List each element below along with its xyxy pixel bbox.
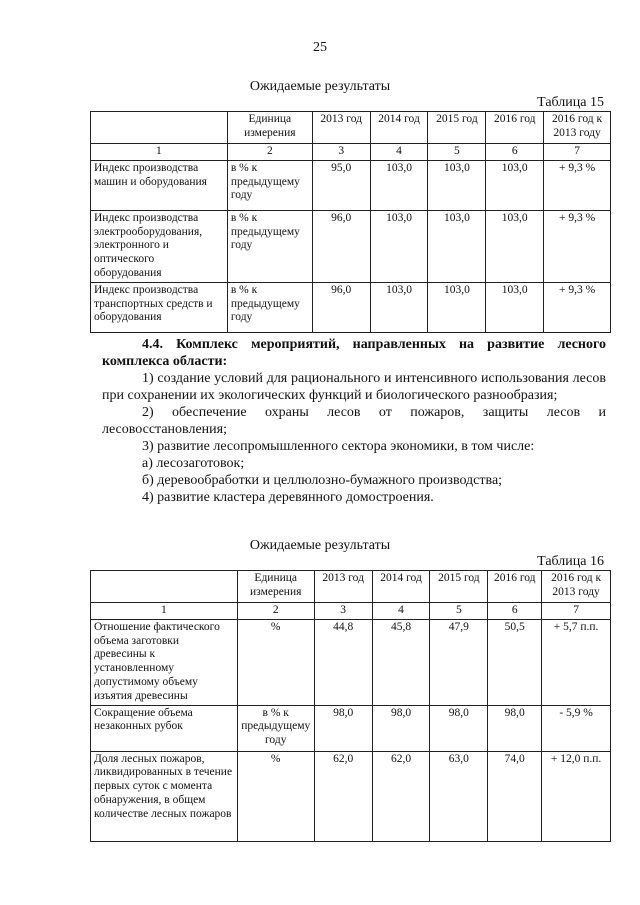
table16-col-number: 1	[91, 603, 238, 620]
section-item: б) деревообработки и целлюлозно-бумажного производства;	[142, 473, 503, 488]
table16-number-row	[91, 603, 611, 620]
table15-col-number: 1	[91, 144, 228, 161]
table15-col-number: 3	[312, 144, 370, 161]
row-2014: 103,0	[370, 160, 428, 210]
row-2014: 103,0	[370, 210, 428, 282]
table-row	[91, 160, 611, 210]
table15-header-2015: 2015 год	[428, 112, 486, 144]
row-change: - 5,9 %	[542, 705, 611, 751]
row-name: Индекс производства электрооборудования, электронного и оптического оборудования	[91, 210, 228, 282]
row-change: + 9,3 %	[544, 282, 611, 332]
row-2016: 103,0	[486, 282, 544, 332]
table-row	[91, 210, 611, 282]
section-item: 4) развитие кластера деревянного домостроения.	[142, 490, 434, 505]
table-row	[91, 619, 611, 705]
table16-col-number: 5	[430, 603, 488, 620]
table16-col-number: 4	[372, 603, 430, 620]
table15-col-number: 4	[370, 144, 428, 161]
row-2013: 44,8	[314, 619, 372, 705]
table16-header-2013: 2013 год	[314, 571, 372, 603]
table16-header-2014: 2014 год	[372, 571, 430, 603]
section-4-4	[102, 336, 606, 506]
page-number: 25	[313, 40, 327, 55]
row-name: Индекс производства транспортных средств и оборудования	[91, 282, 228, 332]
row-2013: 62,0	[314, 751, 372, 841]
table15-col-number: 6	[486, 144, 544, 161]
table16-header-change: 2016 год к 2013 году	[542, 571, 611, 603]
row-2014: 98,0	[372, 705, 430, 751]
row-2015: 47,9	[430, 619, 488, 705]
row-2014: 62,0	[372, 751, 430, 841]
row-change: + 12,0 п.п.	[542, 751, 611, 841]
table16-caption: Ожидаемые результаты	[249, 538, 391, 553]
table16-header-2016: 2016 год	[488, 571, 542, 603]
table15-header-unit: Единица измерения	[227, 112, 312, 144]
table15-header-name	[91, 112, 228, 144]
table15-col-number: 7	[544, 144, 611, 161]
row-2016: 74,0	[488, 751, 542, 841]
table-row	[91, 705, 611, 751]
row-unit: %	[237, 751, 314, 841]
row-unit: в % к предыдущему году	[227, 210, 312, 282]
row-unit: в % к предыдущему году	[227, 160, 312, 210]
row-2015: 103,0	[428, 160, 486, 210]
table16-header-unit: Единица измерения	[237, 571, 314, 603]
row-2015: 98,0	[430, 705, 488, 751]
row-name: Доля лесных пожаров, ликвидированных в течение первых суток с момента обнаружения, в общем количестве лесных пожаров	[91, 751, 238, 841]
row-2015: 103,0	[428, 282, 486, 332]
row-2016: 103,0	[486, 210, 544, 282]
row-2015: 63,0	[430, 751, 488, 841]
table15-header-2014: 2014 год	[370, 112, 428, 144]
table16-header-row	[91, 571, 611, 603]
row-unit: в % к предыдущему году	[227, 282, 312, 332]
row-change: + 9,3 %	[544, 160, 611, 210]
row-2013: 96,0	[312, 282, 370, 332]
table15-col-number: 5	[428, 144, 486, 161]
table16-col-number: 2	[237, 603, 314, 620]
table15-caption: Ожидаемые результаты	[249, 79, 391, 94]
table15-header-row	[91, 112, 611, 144]
table16-header-2015: 2015 год	[430, 571, 488, 603]
row-2016: 50,5	[488, 619, 542, 705]
row-2016: 103,0	[486, 160, 544, 210]
row-name: Отношение фактического объема заготовки древесины к установленному допустимому объему изъятия древесины	[91, 619, 238, 705]
table-row	[91, 282, 611, 332]
table15-col-number: 2	[227, 144, 312, 161]
row-2015: 103,0	[428, 210, 486, 282]
row-change: + 5,7 п.п.	[542, 619, 611, 705]
row-2013: 96,0	[312, 210, 370, 282]
row-2013: 95,0	[312, 160, 370, 210]
row-name: Сокращение объема незаконных рубок	[91, 705, 238, 751]
section-item: 1) создание условий для рационального и интенсивного использования лесов при сохранении их экологических функций и биологического разнообразия;	[102, 371, 606, 403]
table15-label: Таблица 15	[537, 95, 604, 110]
section-heading: 4.4. Комплекс мероприятий, направленных на развитие лесного комплекса области:	[102, 337, 606, 369]
table15-header-2013: 2013 год	[312, 112, 370, 144]
table15	[90, 111, 611, 333]
row-2013: 98,0	[314, 705, 372, 751]
section-item: 3) развитие лесопромышленного сектора экономики, в том числе:	[142, 439, 535, 454]
table-row	[91, 751, 611, 841]
table16-col-number: 3	[314, 603, 372, 620]
row-name: Индекс производства машин и оборудования	[91, 160, 228, 210]
row-2014: 45,8	[372, 619, 430, 705]
row-2016: 98,0	[488, 705, 542, 751]
table16	[90, 570, 611, 842]
section-item: 2) обеспечение охраны лесов от пожаров, защиты лесов и лесовосстановления;	[102, 405, 606, 437]
table15-number-row	[91, 144, 611, 161]
table15-header-change: 2016 год к 2013 году	[544, 112, 611, 144]
table16-col-number: 6	[488, 603, 542, 620]
row-unit: %	[237, 619, 314, 705]
row-2014: 103,0	[370, 282, 428, 332]
table16-header-name	[91, 571, 238, 603]
table16-label: Таблица 16	[537, 554, 604, 569]
table15-header-2016: 2016 год	[486, 112, 544, 144]
table16-col-number: 7	[542, 603, 611, 620]
section-item: а) лесозаготовок;	[142, 456, 245, 471]
row-unit: в % к предыдущему году	[237, 705, 314, 751]
row-change: + 9,3 %	[544, 210, 611, 282]
